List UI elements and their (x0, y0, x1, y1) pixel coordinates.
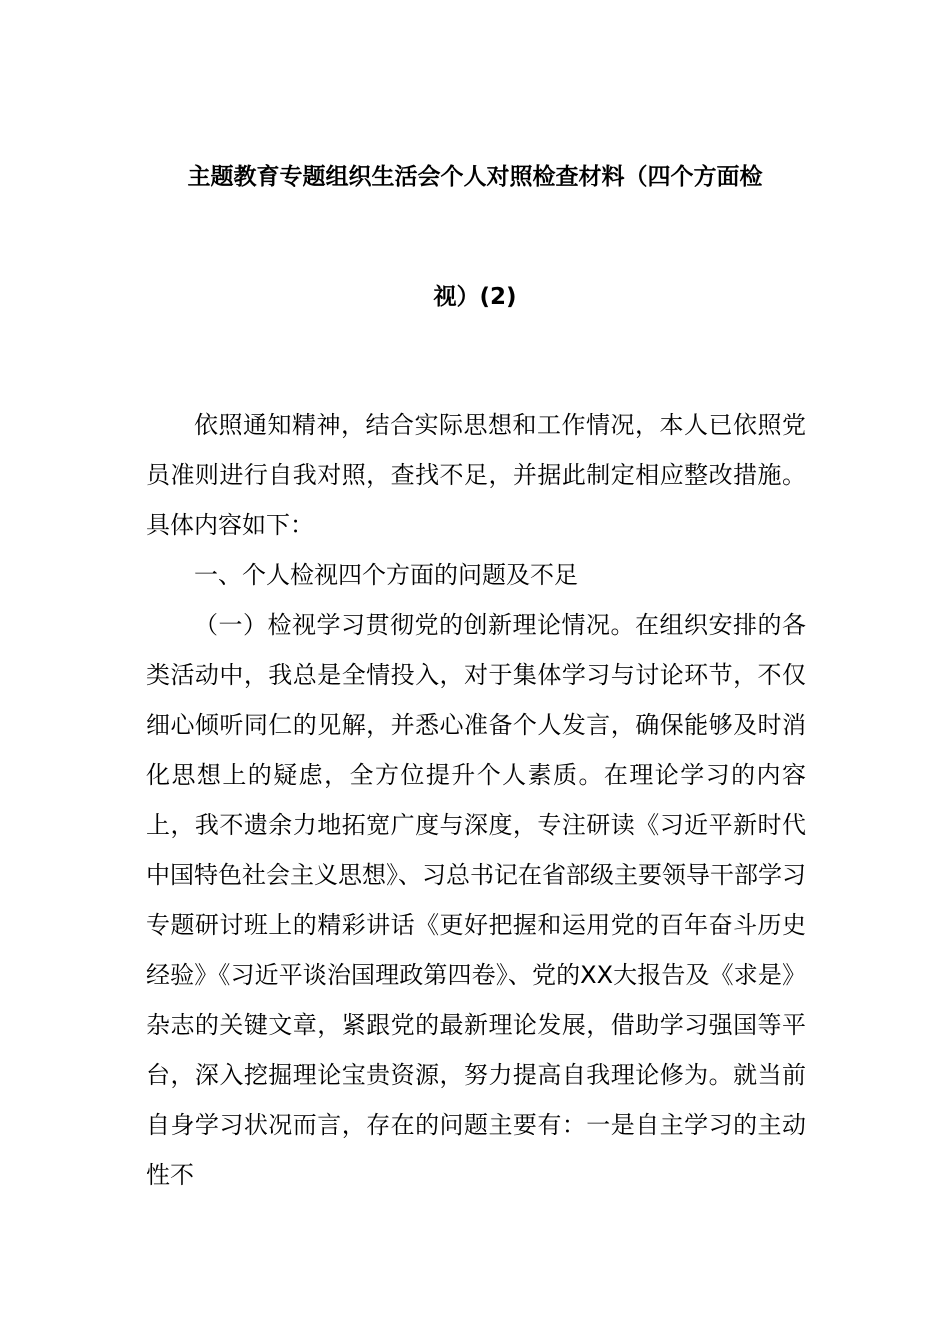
document-title-line-2: 视）(2) (433, 284, 517, 310)
document-title-line-1: 主题教育专题组织生活会个人对照检查材料（四个方面检 (187, 164, 763, 190)
document-body (146, 400, 806, 1200)
intro-paragraph: 依照通知精神，结合实际思想和工作情况，本人已依照党员准则进行自我对照，查找不足，并据此制定相应整改措施。具体内容如下： (146, 411, 806, 539)
section-heading: 一、个人检视四个方面的问题及不足 (194, 561, 578, 589)
body-paragraph: （一）检视学习贯彻党的创新理论情况。在组织安排的各类活动中，我总是全情投入，对于集体学习与讨论环节，不仅细心倾听同仁的见解，并悉心准备个人发言，确保能够及时消化思想上的疑虑，全方位提升个人素质。在理论学习的内容上，我不遗余力地拓宽广度与深度，专注研读《习近平新时代中国特色社会主义思想》、习总书记在省部级主要领导干部学习专题研讨班上的精彩讲话《更好把握和运用党的百年奋斗历史经验》《习近平谈治国理政第四卷》、党的XX大报告及《求是》杂志的关键文章，紧跟党的最新理论发展，借助学习强国等平台，深入挖掘理论宝贵资源，努力提高自我理论修为。就当前自身学习状况而言，存在的问题主要有：一是自主学习的主动性不 (146, 611, 806, 1189)
